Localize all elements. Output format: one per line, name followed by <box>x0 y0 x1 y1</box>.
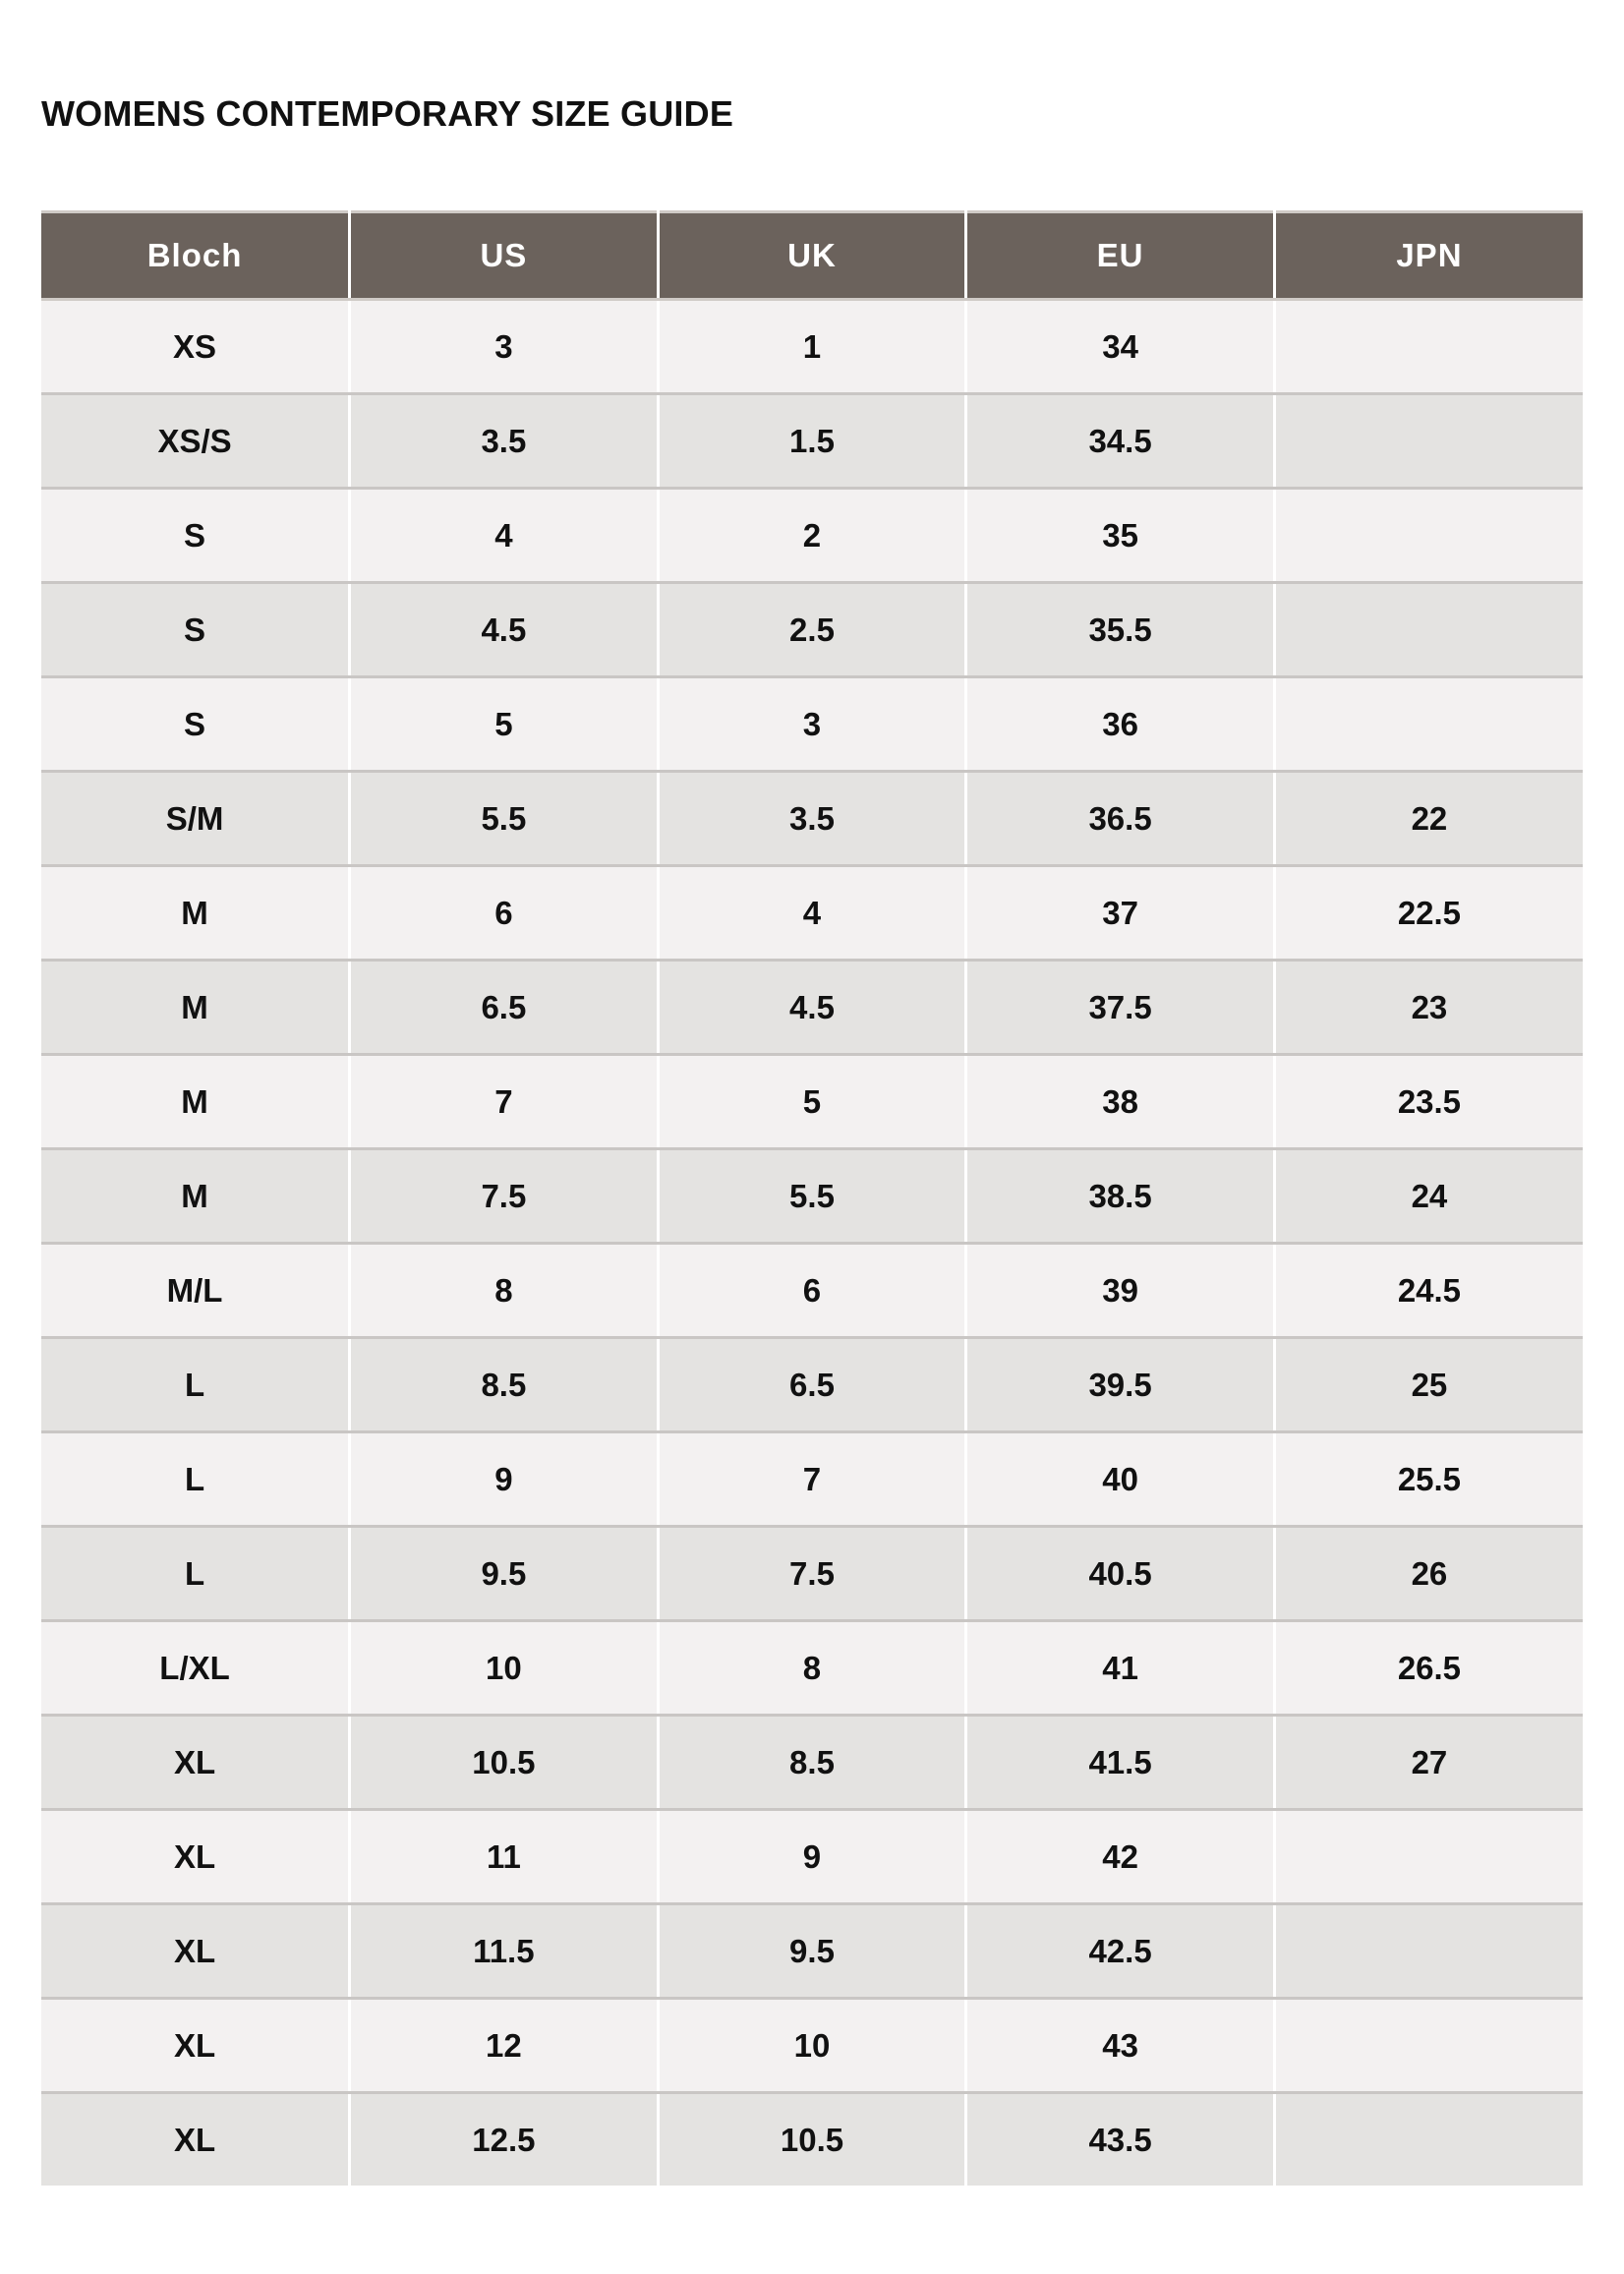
table-cell-uk: 2.5 <box>658 583 966 677</box>
table-cell-us: 10 <box>350 1621 659 1716</box>
table-cell-jpn <box>1274 489 1583 583</box>
table-cell-eu: 35.5 <box>966 583 1275 677</box>
page-title: WOMENS CONTEMPORARY SIZE GUIDE <box>41 93 734 134</box>
table-row <box>41 583 1583 677</box>
table-cell-bloch: S <box>41 677 350 772</box>
table-cell-us: 11 <box>350 1810 659 1904</box>
table-cell-us: 8.5 <box>350 1338 659 1432</box>
table-cell-uk: 9.5 <box>658 1904 966 1999</box>
table-cell-jpn <box>1274 1999 1583 2093</box>
table-cell-bloch: M <box>41 1055 350 1149</box>
table-row <box>41 489 1583 583</box>
table-cell-bloch: M <box>41 1149 350 1244</box>
table-cell-uk: 5.5 <box>658 1149 966 1244</box>
table-cell-jpn: 22.5 <box>1274 866 1583 961</box>
table-cell-bloch: XL <box>41 1716 350 1810</box>
table-cell-eu: 40 <box>966 1432 1275 1527</box>
table-cell-eu: 41.5 <box>966 1716 1275 1810</box>
table-cell-us: 11.5 <box>350 1904 659 1999</box>
table-cell-jpn: 23.5 <box>1274 1055 1583 1149</box>
table-cell-uk: 10.5 <box>658 2093 966 2187</box>
table-cell-uk: 3 <box>658 677 966 772</box>
table-cell-eu: 34 <box>966 300 1275 394</box>
column-header-jpn: JPN <box>1274 212 1583 300</box>
table-cell-us: 3.5 <box>350 394 659 489</box>
table-cell-jpn: 22 <box>1274 772 1583 866</box>
table-cell-eu: 34.5 <box>966 394 1275 489</box>
table-cell-us: 5.5 <box>350 772 659 866</box>
table-cell-eu: 43 <box>966 1999 1275 2093</box>
header-row <box>41 212 1583 300</box>
table-row <box>41 1432 1583 1527</box>
table-cell-uk: 6.5 <box>658 1338 966 1432</box>
table-cell-eu: 39 <box>966 1244 1275 1338</box>
table-cell-us: 6.5 <box>350 961 659 1055</box>
table-cell-jpn <box>1274 1810 1583 1904</box>
table-cell-jpn <box>1274 583 1583 677</box>
table-cell-bloch: L/XL <box>41 1621 350 1716</box>
table-cell-uk: 1 <box>658 300 966 394</box>
table-cell-uk: 10 <box>658 1999 966 2093</box>
table-cell-bloch: L <box>41 1527 350 1621</box>
table-cell-jpn: 24 <box>1274 1149 1583 1244</box>
table-cell-eu: 37.5 <box>966 961 1275 1055</box>
table-row <box>41 772 1583 866</box>
table-row <box>41 300 1583 394</box>
table-cell-uk: 4 <box>658 866 966 961</box>
table-cell-jpn: 26.5 <box>1274 1621 1583 1716</box>
table-row <box>41 1810 1583 1904</box>
table-cell-us: 7.5 <box>350 1149 659 1244</box>
table-row <box>41 1244 1583 1338</box>
table-cell-us: 10.5 <box>350 1716 659 1810</box>
table-cell-bloch: S <box>41 583 350 677</box>
table-cell-us: 8 <box>350 1244 659 1338</box>
table-row <box>41 961 1583 1055</box>
table-cell-jpn <box>1274 1904 1583 1999</box>
table-cell-uk: 7 <box>658 1432 966 1527</box>
column-header-uk: UK <box>658 212 966 300</box>
table-cell-uk: 1.5 <box>658 394 966 489</box>
table-cell-us: 6 <box>350 866 659 961</box>
table-row <box>41 1055 1583 1149</box>
table-row <box>41 1338 1583 1432</box>
table-cell-eu: 36 <box>966 677 1275 772</box>
table-cell-uk: 7.5 <box>658 1527 966 1621</box>
table-cell-eu: 41 <box>966 1621 1275 1716</box>
table-cell-eu: 37 <box>966 866 1275 961</box>
table-cell-uk: 6 <box>658 1244 966 1338</box>
table-cell-jpn: 25.5 <box>1274 1432 1583 1527</box>
table-cell-bloch: XS <box>41 300 350 394</box>
table-cell-us: 3 <box>350 300 659 394</box>
table-row <box>41 394 1583 489</box>
table-cell-uk: 8 <box>658 1621 966 1716</box>
table-cell-bloch: L <box>41 1338 350 1432</box>
table-cell-eu: 38 <box>966 1055 1275 1149</box>
table-cell-eu: 38.5 <box>966 1149 1275 1244</box>
size-guide-table <box>41 210 1583 2186</box>
column-header-eu: EU <box>966 212 1275 300</box>
table-cell-us: 7 <box>350 1055 659 1149</box>
table-cell-us: 4 <box>350 489 659 583</box>
table-cell-us: 9.5 <box>350 1527 659 1621</box>
table-cell-eu: 40.5 <box>966 1527 1275 1621</box>
table-cell-bloch: M <box>41 961 350 1055</box>
table-cell-eu: 36.5 <box>966 772 1275 866</box>
table-row <box>41 1527 1583 1621</box>
table-row <box>41 1999 1583 2093</box>
table-cell-bloch: XL <box>41 1904 350 1999</box>
table-cell-uk: 5 <box>658 1055 966 1149</box>
table-cell-eu: 35 <box>966 489 1275 583</box>
table-row <box>41 1716 1583 1810</box>
table-cell-us: 12 <box>350 1999 659 2093</box>
table-cell-jpn: 23 <box>1274 961 1583 1055</box>
table-cell-eu: 42 <box>966 1810 1275 1904</box>
table-cell-eu: 42.5 <box>966 1904 1275 1999</box>
table-cell-bloch: XL <box>41 1999 350 2093</box>
table-cell-jpn <box>1274 2093 1583 2187</box>
table-cell-bloch: XL <box>41 1810 350 1904</box>
table-row <box>41 1149 1583 1244</box>
table-cell-eu: 43.5 <box>966 2093 1275 2187</box>
table-cell-uk: 4.5 <box>658 961 966 1055</box>
table-cell-uk: 9 <box>658 1810 966 1904</box>
table-cell-jpn: 24.5 <box>1274 1244 1583 1338</box>
table-row <box>41 866 1583 961</box>
table-cell-us: 12.5 <box>350 2093 659 2187</box>
table-header <box>41 212 1583 300</box>
table-row <box>41 2093 1583 2187</box>
table-cell-jpn: 26 <box>1274 1527 1583 1621</box>
table-cell-uk: 8.5 <box>658 1716 966 1810</box>
column-header-us: US <box>350 212 659 300</box>
table-cell-bloch: L <box>41 1432 350 1527</box>
table-cell-jpn <box>1274 300 1583 394</box>
table-cell-uk: 2 <box>658 489 966 583</box>
table-cell-us: 9 <box>350 1432 659 1527</box>
table-cell-jpn <box>1274 394 1583 489</box>
table-cell-jpn <box>1274 677 1583 772</box>
table-cell-eu: 39.5 <box>966 1338 1275 1432</box>
table-row <box>41 677 1583 772</box>
table-body <box>41 300 1583 2187</box>
table-row <box>41 1904 1583 1999</box>
table-cell-us: 4.5 <box>350 583 659 677</box>
table-cell-bloch: XL <box>41 2093 350 2187</box>
column-header-bloch: Bloch <box>41 212 350 300</box>
table-cell-bloch: M <box>41 866 350 961</box>
table-cell-us: 5 <box>350 677 659 772</box>
table-cell-bloch: S <box>41 489 350 583</box>
table-cell-jpn: 27 <box>1274 1716 1583 1810</box>
table-row <box>41 1621 1583 1716</box>
table-cell-bloch: M/L <box>41 1244 350 1338</box>
table-cell-uk: 3.5 <box>658 772 966 866</box>
table-cell-jpn: 25 <box>1274 1338 1583 1432</box>
table-cell-bloch: XS/S <box>41 394 350 489</box>
table-cell-bloch: S/M <box>41 772 350 866</box>
